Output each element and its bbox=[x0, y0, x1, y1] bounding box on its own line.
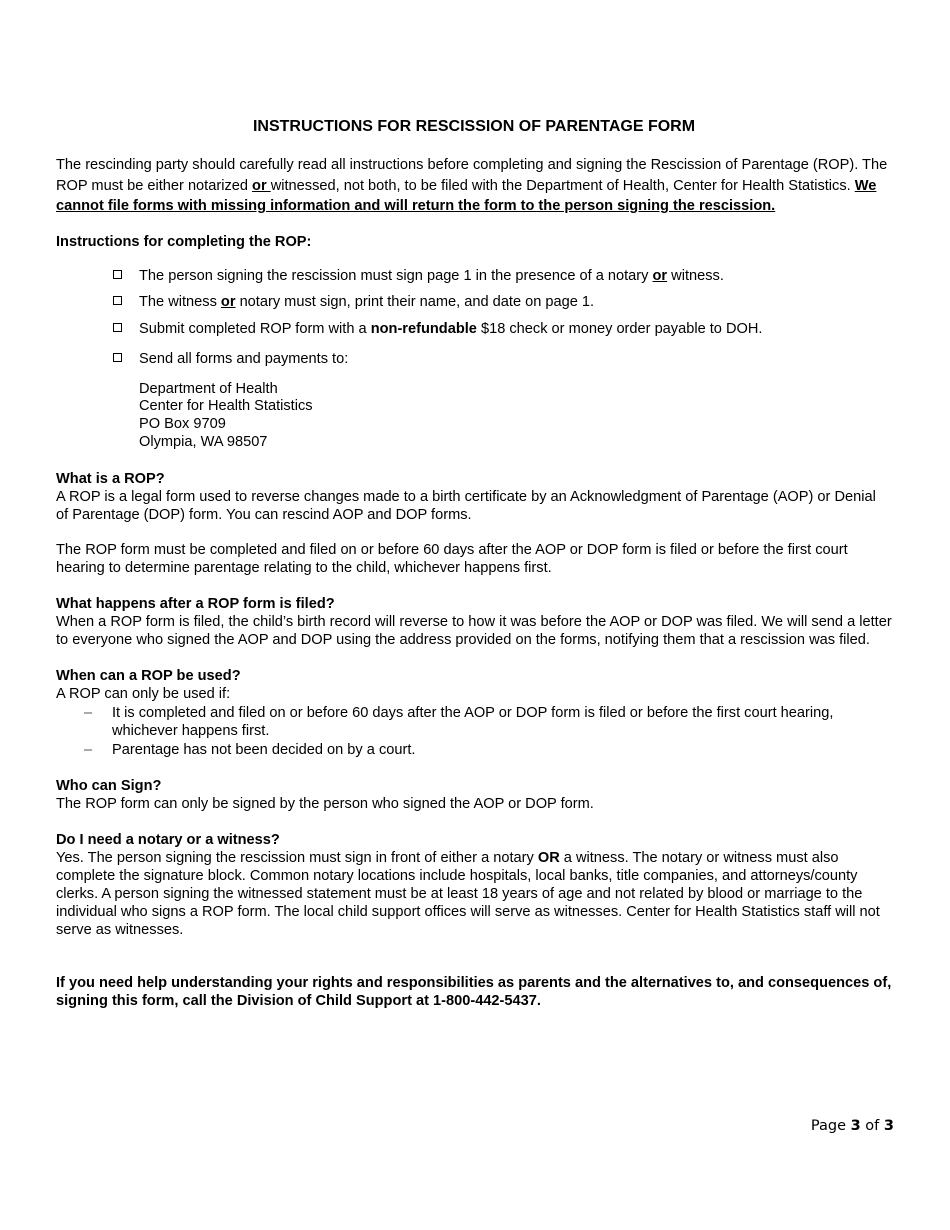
notary-text-cont: a witness. The notary or witness must also complete the signature block. Common notary locations include hospitals, local banks, title companies, and attorneys/county clerks. A person signing the witnessed statement must be at least 18 years of age and not related by blood or marriage to the individual who signs a ROP form. The local child support offices will serve as witnesses. Center for Health Statistics staff will not serve as witnesses. bbox=[56, 849, 880, 938]
checklist-emphasis: non-refundable bbox=[370, 320, 477, 337]
document-body bbox=[56, 117, 892, 1010]
instruction-checklist bbox=[56, 267, 892, 368]
section-heading: Who can Sign? bbox=[56, 777, 162, 794]
section-notary-witness bbox=[56, 831, 892, 939]
checklist-text: Send all forms and payments to: bbox=[139, 350, 349, 367]
help-notice: If you need help understanding your rights and responsibilities as parents and the alternatives to, and consequences of, signing this form, call the Division of Child Support at 1-800-442-5437. bbox=[56, 974, 892, 1009]
checklist-emphasis: or bbox=[220, 294, 236, 310]
checkbox-icon bbox=[113, 296, 122, 305]
intro-or-emphasis: or bbox=[252, 177, 271, 194]
checklist-text: The person signing the rescission must sign page 1 in the presence of a notary bbox=[139, 267, 653, 284]
section-paragraph: The ROP form must be completed and filed on or before 60 days after the AOP or DOP form is filed or before the first court hearing to determine parentage relating to the child, whichever happens first. bbox=[56, 541, 848, 576]
checklist-text: Submit completed ROP form with a bbox=[139, 320, 371, 337]
section-heading: What happens after a ROP form is filed? bbox=[56, 595, 335, 612]
intro-text: The rescinding party should carefully read all instructions before completing and signing the Rescission of Parentage (ROP). The ROP must be either notarized bbox=[56, 157, 888, 194]
section-after-filed bbox=[56, 595, 892, 649]
checklist-text: $18 check or money order payable to DOH. bbox=[476, 320, 763, 337]
conditions-list bbox=[56, 704, 892, 759]
section-heading: What is a ROP? bbox=[56, 470, 165, 487]
checklist-emphasis: or bbox=[652, 267, 668, 284]
page-title: INSTRUCTIONS FOR RESCISSION OF PARENTAGE FORM bbox=[252, 118, 696, 135]
address-line: Olympia, WA 98507 bbox=[139, 433, 268, 450]
section-paragraph: A ROP is a legal form used to reverse changes made to a birth certificate by an Acknowledgment of Parentage (AOP) or Denial of Parentage (DOP) form. You can rescind AOP and DOP forms. bbox=[56, 488, 876, 523]
list-item-text: It is completed and filed on or before 60 days after the AOP or DOP form is filed or before the first court hearing, whichever happens first. bbox=[112, 704, 834, 739]
checklist-item bbox=[112, 267, 892, 285]
checklist-item bbox=[112, 293, 892, 311]
address-line: Department of Health bbox=[139, 380, 278, 397]
address-line: PO Box 9709 bbox=[139, 416, 226, 433]
intro-warning: We cannot file forms with missing information and will return the form to the person signing the rescission. bbox=[56, 177, 877, 214]
dash-icon: – bbox=[84, 704, 93, 721]
checklist-text: The witness bbox=[139, 294, 221, 310]
checkbox-icon bbox=[113, 353, 122, 362]
dash-icon: – bbox=[84, 741, 93, 758]
page-number-total: 3 bbox=[883, 1118, 894, 1134]
notary-text: Yes. The person signing the rescission must sign in front of either a notary bbox=[56, 849, 538, 866]
checkbox-icon bbox=[113, 270, 122, 279]
page-number bbox=[811, 1118, 894, 1134]
checklist-item bbox=[112, 350, 892, 368]
page-number-of: of bbox=[860, 1118, 884, 1134]
section-who-can-sign bbox=[56, 777, 892, 813]
section-what-is-rop bbox=[56, 470, 892, 577]
section-paragraph: The ROP form can only be signed by the person who signed the AOP or DOP form. bbox=[56, 795, 594, 812]
page-number-current: 3 bbox=[850, 1118, 861, 1134]
section-paragraph: When a ROP form is filed, the child’s birth record will reverse to how it was before the AOP or DOP was filed. We will send a letter to everyone who signed the AOP and DOP using the address provided on the forms, notifying them that a rescission was filed. bbox=[56, 613, 892, 648]
checklist-text: witness. bbox=[667, 267, 724, 284]
section-heading: Do I need a notary or a witness? bbox=[56, 831, 280, 848]
list-item-text: Parentage has not been decided on by a court. bbox=[112, 741, 416, 758]
section-when-used bbox=[56, 667, 892, 759]
instructions-heading: Instructions for completing the ROP: bbox=[56, 233, 312, 250]
intro-paragraph bbox=[56, 155, 892, 217]
section-paragraph: A ROP can only be used if: bbox=[56, 685, 231, 702]
list-item bbox=[84, 704, 892, 740]
checklist-item bbox=[112, 320, 892, 338]
notary-or-emphasis: OR bbox=[537, 849, 560, 866]
address-line: Center for Health Statistics bbox=[139, 398, 313, 415]
section-paragraph bbox=[56, 849, 892, 939]
checklist-text: notary must sign, print their name, and date on page 1. bbox=[235, 294, 595, 310]
mailing-address bbox=[139, 381, 892, 452]
page-number-label: Page bbox=[810, 1118, 851, 1134]
list-item bbox=[84, 741, 892, 759]
section-heading: When can a ROP be used? bbox=[56, 667, 241, 684]
checkbox-icon bbox=[113, 323, 122, 332]
intro-text-cont: witnessed, not both, to be filed with the Department of Health, Center for Health Statistics. bbox=[270, 177, 855, 194]
